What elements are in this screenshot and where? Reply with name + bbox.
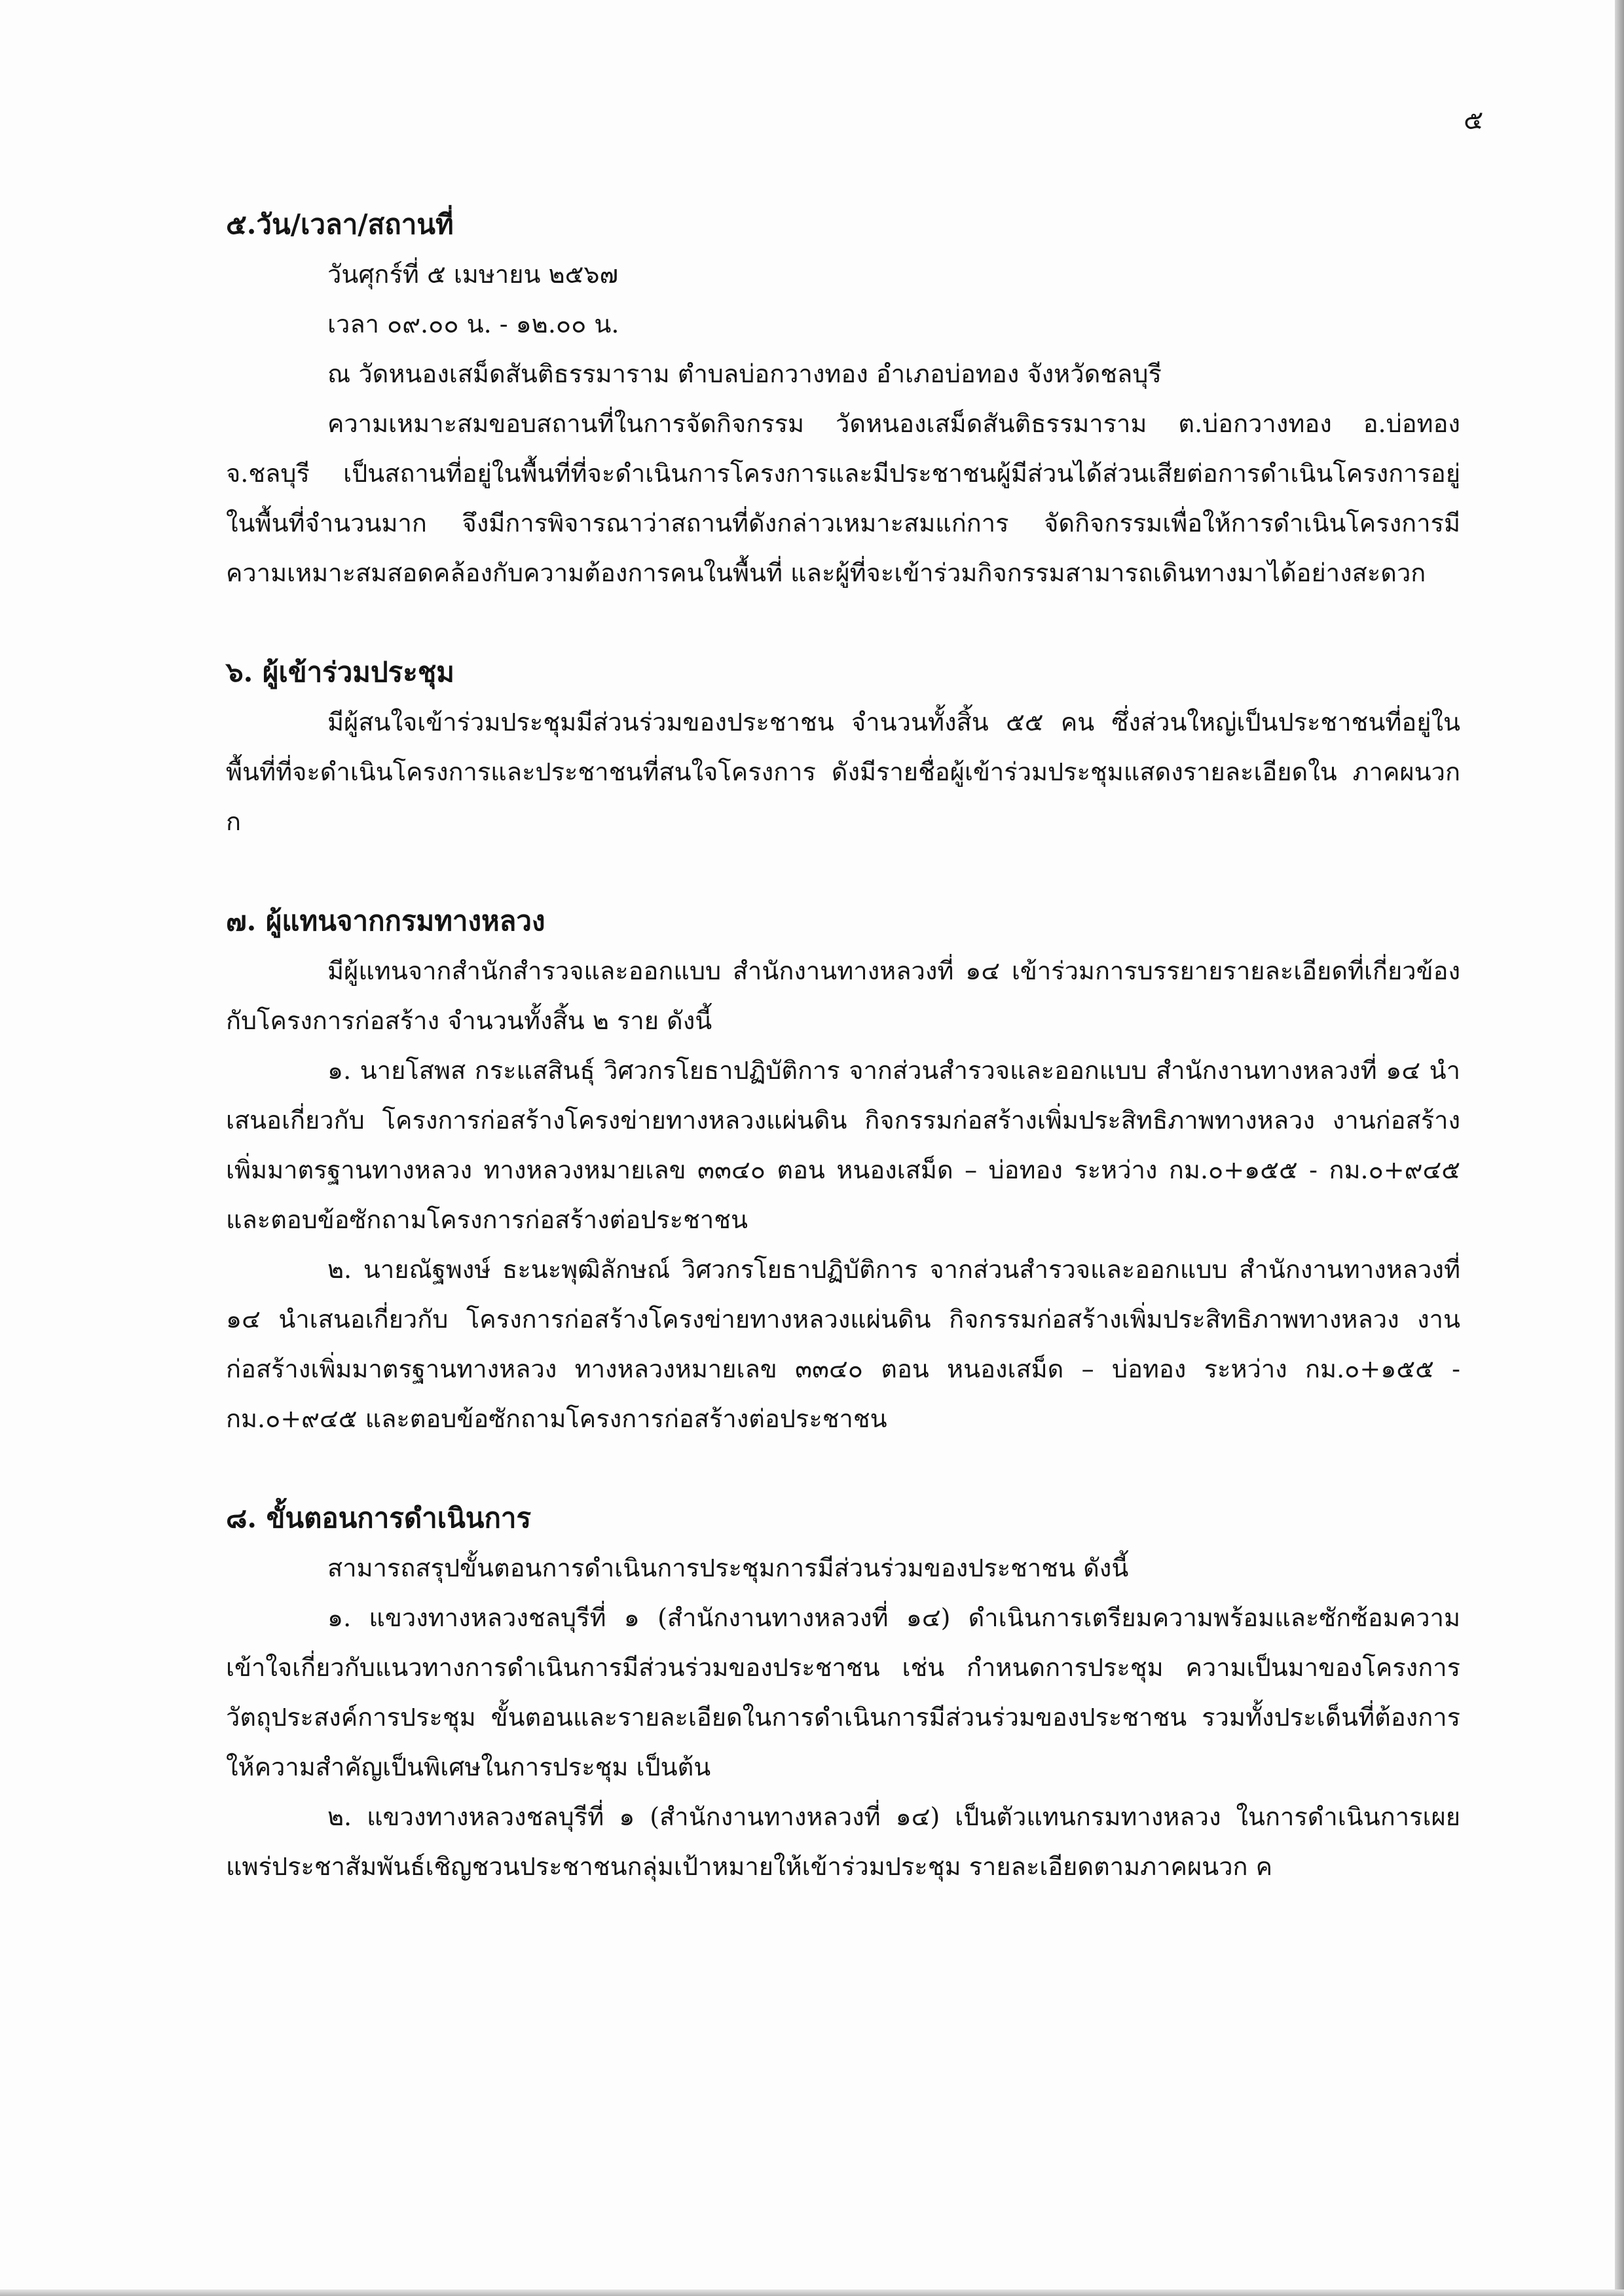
representative-item-2: ๒. นายณัฐพงษ์ ธะนะพุฒิลักษณ์ วิศวกรโยธาปฏิบัติการ จากส่วนสำรวจและออกแบบ สำนักงานทางหลวงที่ ๑๔ นำเสนอเกี่ยวกับ โครงการก่อสร้างโครงข่ายทางหลวงแผ่นดิน กิจกรรมก่อสร้างเพิ่มประสิทธิภาพทางหลวง งานก่อสร้างเพิ่มมาตรฐานทางหลวง ทางหลวงหมายเลข ๓๓๔๐ ตอน หนองเสม็ด – บ่อทอง ระหว่าง กม.๐+๑๕๕ - กม.๐+๙๔๕ และตอบข้อซักถามโครงการก่อสร้างต่อประชาชน	[226, 1255, 1460, 1433]
section-5-heading: ๕.วัน/เวลา/สถานที่	[226, 208, 454, 240]
meeting-date: วันศุกร์ที่ ๕ เมษายน ๒๕๖๗	[327, 260, 619, 289]
section-8-heading: ๘. ขั้นตอนการดำเนินการ	[226, 1502, 532, 1534]
procedure-item-2: ๒. แขวงทางหลวงชลบุรีที่ ๑ (สำนักงานทางหลวงที่ ๑๔) เป็นตัวแทนกรมทางหลวง ในการดำเนินการเผยแพร่ประชาสัมพันธ์เชิญชวนประชาชนกลุ่มเป้าหมายให้เข้าร่วมประชุม รายละเอียดตามภาคผนวก ค	[226, 1802, 1460, 1881]
section-6-participants	[226, 647, 1460, 847]
section-8-procedure	[226, 1493, 1460, 1891]
representative-item-1: ๑. นายโสพส กระแสสินธุ์ วิศวกรโยธาปฏิบัติการ จากส่วนสำรวจและออกแบบ สำนักงานทางหลวงที่ ๑๔ นำเสนอเกี่ยวกับ โครงการก่อสร้างโครงข่ายทางหลวงแผ่นดิน กิจกรรมก่อสร้างเพิ่มประสิทธิภาพทางหลวง งานก่อสร้างเพิ่มมาตรฐานทางหลวง ทางหลวงหมายเลข ๓๓๔๐ ตอน หนองเสม็ด – บ่อทอง ระหว่าง กม.๐+๑๕๕ - กม.๐+๙๔๕ และตอบข้อซักถามโครงการก่อสร้างต่อประชาชน	[226, 1056, 1460, 1234]
procedure-item-1: ๑. แขวงทางหลวงชลบุรีที่ ๑ (สำนักงานทางหลวงที่ ๑๔) ดำเนินการเตรียมความพร้อมและซักซ้อมความเข้าใจเกี่ยวกับแนวทางการดำเนินการมีส่วนร่วมของประชาชน เช่น กำหนดการประชุม ความเป็นมาของโครงการ วัตถุประสงค์การประชุม ขั้นตอนและรายละเอียดในการดำเนินการมีส่วนร่วมของประชาชน รวมทั้งประเด็นที่ต้องการให้ความสำคัญเป็นพิเศษในการประชุม เป็นต้น	[226, 1603, 1460, 1781]
representatives-intro: มีผู้แทนจากสำนักสำรวจและออกแบบ สำนักงานทางหลวงที่ ๑๔ เข้าร่วมการบรรยายรายละเอียดที่เกี่ยวข้องกับโครงการก่อสร้าง จำนวนทั้งสิ้น ๒ ราย ดังนี้	[226, 957, 1460, 1035]
meeting-place: ณ วัดหนองเสม็ดสันติธรรมาราม ตำบลบ่อกวางทอง อำเภอบ่อทอง จังหวัดชลบุรี	[327, 359, 1162, 388]
procedure-intro: สามารถสรุปขั้นตอนการดำเนินการประชุมการมีส่วนร่วมของประชาชน ดังนี้	[327, 1554, 1129, 1582]
scan-edge-right	[1615, 0, 1624, 2296]
page-number: ๕	[1464, 105, 1484, 136]
venue-suitability-paragraph: ความเหมาะสมขอบสถานที่ในการจัดกิจกรรม วัดหนองเสม็ดสันติธรรมาราม ต.บ่อกวางทอง อ.บ่อทอง จ.ชลบุรี เป็นสถานที่อยู่ในพื้นที่ที่จะดำเนินการโครงการและมีประชาชนผู้มีส่วนได้ส่วนเสียต่อการดำเนินโครงการอยู่ในพื้นที่จำนวนมาก จึงมีการพิจารณาว่าสถานที่ดังกล่าวเหมาะสมแก่การ จัดกิจกรรมเพื่อให้การดำเนินโครงการมีความเหมาะสมสอดคล้องกับความต้องการคนในพื้นที่ และผู้ที่จะเข้าร่วมกิจกรรมสามารถเดินทางมาได้อย่างสะดวก	[226, 409, 1460, 587]
section-7-heading: ๗. ผู้แทนจากกรมทางหลวง	[226, 905, 545, 937]
section-5-date-time-place	[226, 200, 1460, 598]
section-7-highway-representatives	[226, 896, 1460, 1444]
section-6-heading: ๖. ผู้เข้าร่วมประชุม	[226, 656, 454, 688]
scan-edge-bottom	[0, 2289, 1624, 2296]
participants-paragraph: มีผู้สนใจเข้าร่วมประชุมมีส่วนร่วมของประชาชน จำนวนทั้งสิ้น ๕๕ คน ซึ่งส่วนใหญ่เป็นประชาชนที่อยู่ในพื้นที่ที่จะดำเนินโครงการและประชาชนที่สนใจโครงการ ดังมีรายชื่อผู้เข้าร่วมประชุมแสดงรายละเอียดใน ภาคผนวก ก	[226, 708, 1460, 836]
document-body	[226, 200, 1460, 1891]
meeting-time: เวลา ๐๙.๐๐ น. - ๑๒.๐๐ น.	[327, 310, 619, 338]
